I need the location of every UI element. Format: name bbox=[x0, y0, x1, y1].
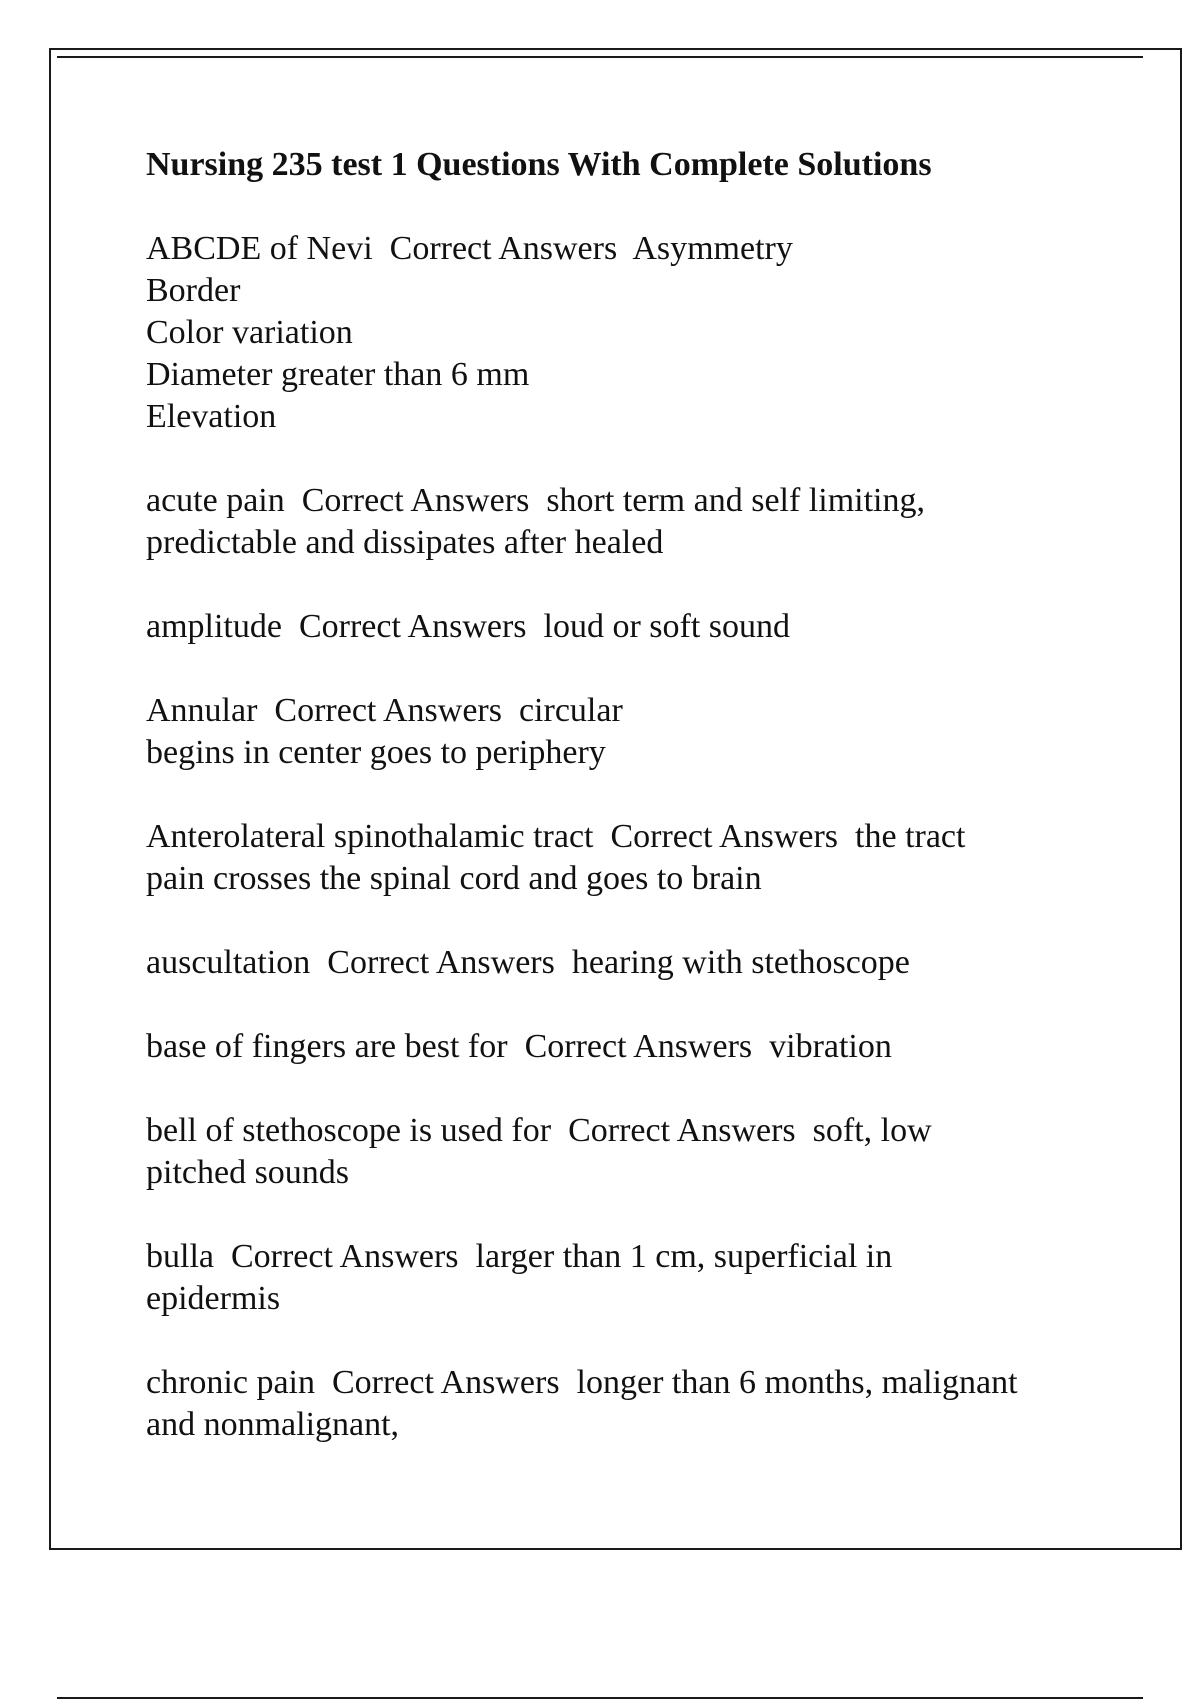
qa-entry: ABCDE of Nevi Correct Answers Asymmetry Border Color variation Diameter greater than 6 mm Elevation bbox=[146, 230, 793, 435]
header-rule bbox=[57, 56, 1143, 58]
document-title: Nursing 235 test 1 Questions With Complete Solutions bbox=[146, 146, 932, 183]
qa-entry: Annular Correct Answers circular begins in center goes to periphery bbox=[146, 692, 623, 771]
qa-entry: Anterolateral spinothalamic tract Correct Answers the tract pain crosses the spinal cord and goes to brain bbox=[146, 818, 966, 897]
qa-entry: bell of stethoscope is used for Correct Answers soft, low pitched sounds bbox=[146, 1112, 932, 1191]
qa-entry: auscultation Correct Answers hearing with stethoscope bbox=[146, 944, 910, 981]
qa-entry: chronic pain Correct Answers longer than 6 months, malignant and nonmalignant, bbox=[146, 1364, 1018, 1443]
document-body bbox=[146, 144, 1106, 1488]
qa-entry: amplitude Correct Answers loud or soft sound bbox=[146, 608, 791, 645]
qa-entry: base of fingers are best for Correct Answers vibration bbox=[146, 1028, 892, 1065]
footer-rule bbox=[57, 1697, 1143, 1699]
qa-entry: bulla Correct Answers larger than 1 cm, superficial in epidermis bbox=[146, 1238, 893, 1317]
qa-entry: acute pain Correct Answers short term and self limiting, predictable and dissipates after healed bbox=[146, 482, 925, 561]
